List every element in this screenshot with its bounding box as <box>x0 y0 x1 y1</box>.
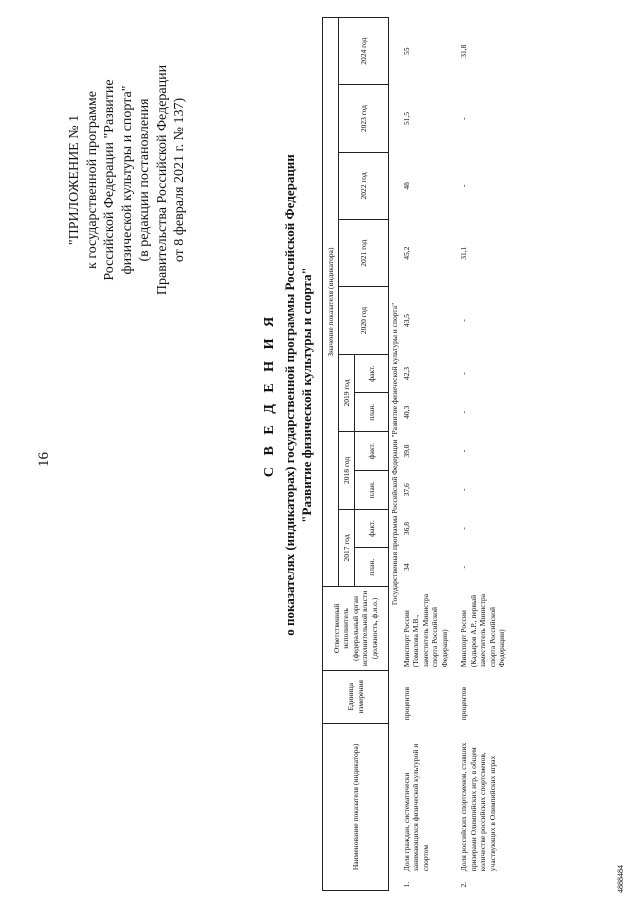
value-cell: 48 <box>401 182 411 190</box>
header-plan: план. <box>355 393 389 432</box>
header-values: Значение показателя (индикатора) <box>323 18 339 587</box>
appendix-line: "ПРИЛОЖЕНИЕ № 1 <box>67 114 82 246</box>
header-year-2018: 2018 год <box>339 432 355 510</box>
value-cell: - <box>459 319 468 322</box>
header-year-2021: 2021 год <box>339 220 389 287</box>
value-cell: 55 <box>401 47 411 55</box>
value-cell: - <box>459 117 468 120</box>
value-cell: 40,3 <box>401 405 411 419</box>
value-cell: 45,2 <box>401 246 411 260</box>
header-fact: факт. <box>355 509 389 548</box>
section-title: Государственная программа Российской Федерации "Развитие физической культуры и спорта" <box>390 302 399 606</box>
value-cell: 34 <box>401 563 411 572</box>
value-cell: 43,5 <box>401 313 411 328</box>
appendix-line: Российской Федерации "Развитие <box>102 79 117 281</box>
value-cell: - <box>459 411 468 414</box>
page-number: 16 <box>36 452 52 467</box>
header-unit: Единица измерения <box>323 670 389 723</box>
indicator-name: Доля российских спортсменов, ставших призерами Олимпийских игр, в общем количестве российских спортсменов, участвующих в Олимпийских играх <box>459 742 497 872</box>
header-year-2023: 2023 год <box>339 85 389 152</box>
value-cell: - <box>459 566 468 569</box>
header-plan: план. <box>355 548 389 587</box>
value-cell: - <box>459 184 468 188</box>
value-cell: - <box>459 449 468 453</box>
value-cell: 37,6 <box>401 483 411 497</box>
value-cell: 36,8 <box>401 521 411 536</box>
value-cell: - <box>459 488 468 492</box>
indicator-name: Доля граждан, систематически занимающихся физической культурой и спортом <box>401 743 430 872</box>
indicators-table <box>322 17 508 891</box>
appendix-line: (в редакции постановления <box>137 98 152 262</box>
title-line-1: о показателях (индикаторах) государственной программы Российской Федерации <box>282 154 297 636</box>
value-cell: - <box>459 372 468 375</box>
row-number: 1. <box>401 881 411 888</box>
row-number: 2. <box>459 881 468 888</box>
document-title <box>262 45 315 745</box>
header-year-2024: 2024 год <box>339 18 389 85</box>
table-row <box>458 18 508 891</box>
value-cell: 39,8 <box>401 444 411 458</box>
header-year-2017: 2017 год <box>339 509 355 587</box>
value-cell: 42,3 <box>401 366 411 381</box>
table-row <box>401 18 451 891</box>
appendix-line: от 8 февраля 2021 г. № 137) <box>172 97 187 263</box>
unit-cell: процентов <box>401 686 411 721</box>
appendix-line: к государственной программе <box>84 91 100 269</box>
document-id: 4888484 <box>616 865 625 893</box>
header-year-2020: 2020 год <box>339 287 389 354</box>
value-cell: 31,1 <box>459 246 468 260</box>
header-year-2019: 2019 год <box>339 354 355 432</box>
header-plan: план. <box>355 470 389 509</box>
title-line-2: "Развитие физической культуры и спорта" <box>299 267 314 523</box>
appendix-line: физической культуры и спорта" <box>119 85 135 275</box>
value-cell: - <box>459 527 468 530</box>
header-indicator-name: Наименование показателя (индикатора) <box>323 723 389 890</box>
executor-cell: Минспорт России (Томилова М.В., заместитель Министра спорта Российской Федерации) <box>401 593 449 668</box>
header-executor: Ответственный исполнитель (федеральный орган исполнительной власти (должность, ф.и.о.) <box>323 587 389 671</box>
value-cell: 31,8 <box>459 44 468 58</box>
header-fact: факт. <box>355 432 389 471</box>
appendix-line: Правительства Российской Федерации <box>154 64 170 296</box>
unit-cell: процентов <box>459 686 468 721</box>
header-fact: факт. <box>355 354 389 393</box>
executor-cell: Минспорт России (Кадыров А.Р., первый заместитель Министра спорта Российской Федерации) <box>459 593 506 668</box>
appendix-header <box>66 15 189 345</box>
header-year-2022: 2022 год <box>339 152 389 219</box>
value-cell: 51,5 <box>401 112 411 126</box>
title-main: С В Е Д Е Н И Я <box>262 312 277 478</box>
